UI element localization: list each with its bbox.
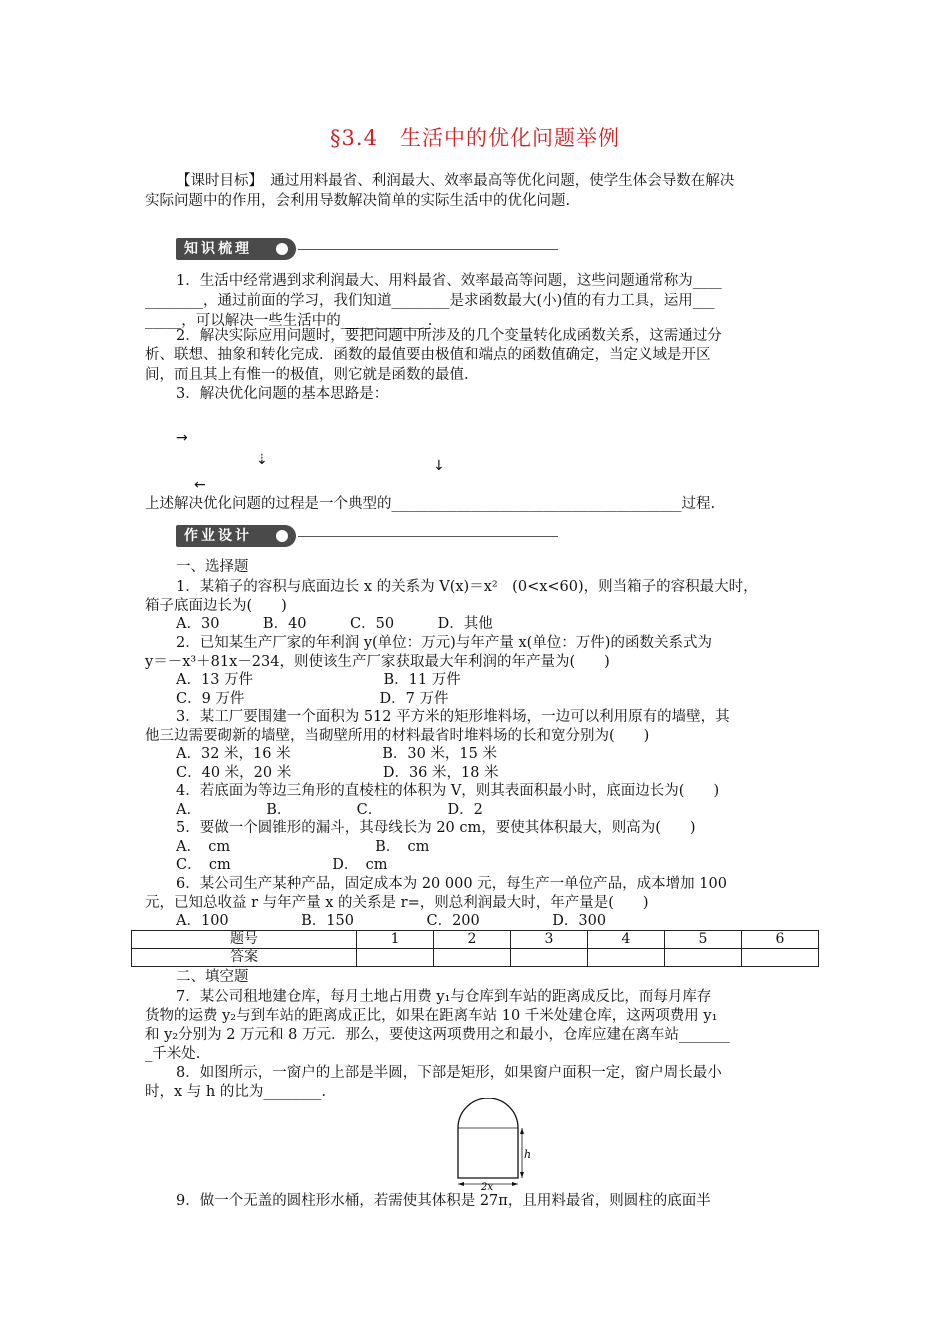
homework-line: C．9 万件 D．7 万件 [176, 691, 449, 707]
homework-line: 2．已知某生产厂家的年利润 y(单位：万元)与年产量 x(单位：万件)的函数关系式为 [176, 635, 712, 651]
table-cell: 2 [434, 931, 511, 949]
page-title: §3.4 生活中的优化问题举例 [330, 126, 620, 150]
bullet-dot [276, 530, 288, 542]
goal-line-2: 实际问题中的作用，会利用导数解决简单的实际生活中的优化问题. [145, 193, 571, 209]
window-outline [458, 1098, 518, 1178]
answer-cell[interactable] [587, 949, 664, 967]
x-arrow-right [512, 1182, 518, 1186]
goal-line-1: 【课时目标】 通过用料最省、利润最大、效率最高等优化问题，使学生体会导数在解决 [176, 173, 735, 189]
answer-cell[interactable] [434, 949, 511, 967]
answer-cell[interactable] [664, 949, 741, 967]
homework-line: 5．要做一个圆锥形的漏斗，其母线长为 20 cm，要使其体积最大，则高为( ) [176, 820, 696, 836]
homework-line: A． B． C． D．2 [176, 802, 483, 818]
homework-line: 4．若底面为等边三角形的直棱柱的体积为 V，则其表面积最小时，底面边长为( ) [176, 783, 720, 799]
knowledge-line: 3．解决优化问题的基本思路是： [176, 386, 389, 402]
homework-line: y＝－x³＋81x－234，则使该生产厂家获取最大年利润的年产量为( ) [145, 654, 610, 670]
window-figure [448, 1098, 538, 1190]
homework-line: A．100 B．150 C．200 D．300 [176, 913, 607, 929]
answer-cell[interactable] [511, 949, 588, 967]
homework-line: C．40 米，20 米 D．36 米，18 米 [176, 765, 499, 781]
knowledge-line: ________，通过前面的学习，我们知道________是求函数最大(小)值的有力工具，运用___ [145, 293, 715, 309]
section-label: 作业设计 [176, 525, 296, 547]
fill-line: 货物的运费 y₂与到车站的距离成正比，如果在距离车站 10 千米处建仓库，这两项费用 y₁ [145, 1008, 718, 1024]
table-row [132, 949, 819, 967]
dashed-down-arrow-icon: ⇣ [256, 452, 268, 468]
down-arrow-icon: ↓ [433, 458, 445, 474]
h-label: h [524, 1148, 532, 1161]
homework-line: 他三边需要砌新的墙壁，当砌壁所用的材料最省时堆料场的长和宽分别为( ) [145, 728, 650, 744]
knowledge-line: _____，可以解决一些生活中的____________. [145, 313, 433, 329]
fill-line: 7．某公司租地建仓库，每月土地占用费 y₁与仓库到车站的距离成反比，而每月库存 [176, 989, 712, 1005]
homework-line: A． cm B． cm [176, 839, 430, 855]
x-arrow-left [458, 1182, 464, 1186]
homework-line: A．32 米，16 米 B．30 米，15 米 [176, 746, 497, 762]
table-cell: 3 [511, 931, 588, 949]
2x-label: 2x [481, 1182, 494, 1190]
answer-cell[interactable] [741, 949, 818, 967]
left-arrow-icon: ← [194, 477, 206, 493]
homework-line: A．30 B．40 C．50 D．其他 [176, 616, 493, 632]
homework-line: 箱子底面边长为( ) [145, 598, 287, 614]
h-arrow-bottom [520, 1172, 524, 1178]
knowledge-line: 间，而且其上有惟一的极值，则它就是函数的最值. [145, 367, 469, 383]
knowledge-line: 1．生活中经常遇到求利润最大、用料最省、效率最高等问题，这些问题通常称为____ [176, 273, 722, 289]
homework-line: 1．某箱子的容积与底面边长 x 的关系为 V(x)＝x² (0<x<60)，则当箱子的容积最大时， [176, 579, 758, 595]
bullet-dot [276, 243, 288, 255]
process-line: 上述解决优化问题的过程是一个典型的________________________________________过程. [145, 496, 716, 512]
fill-line: 9．做一个无盖的圆柱形水桶，若需使其体积是 27π，且用料最省，则圆柱的底面半 [176, 1193, 711, 1209]
divider [298, 249, 558, 250]
divider [298, 536, 558, 537]
table-cell: 题号 [132, 931, 357, 949]
homework-line: 3．某工厂要围建一个面积为 512 平方米的矩形堆料场，一边可以利用原有的墙壁，其 [176, 709, 730, 725]
right-arrow-icon: → [176, 430, 188, 446]
homework-line: A．13 万件 B．11 万件 [176, 672, 461, 688]
table-row [132, 931, 819, 949]
answer-cell[interactable] [357, 949, 434, 967]
table-cell: 6 [741, 931, 818, 949]
knowledge-line: 析、联想、抽象和转化完成．函数的最值要由极值和端点的函数值确定，当定义域是开区 [145, 347, 711, 363]
knowledge-line: 2．解决实际应用问题时，要把问题中所涉及的几个变量转化成函数关系，这需通过分 [176, 328, 722, 344]
fill-line: 和 y₂分别为 2 万元和 8 万元．那么，要使这两项费用之和最小，仓库应建在离车站_______ [145, 1027, 730, 1043]
fill-line: 8．如图所示，一窗户的上部是半圆，下部是矩形，如果窗户面积一定，窗户周长最小 [176, 1065, 722, 1081]
homework-line: C． cm D． cm [176, 857, 388, 873]
section-label: 知识梳理 [176, 238, 296, 260]
fill-line: 二、填空题 [176, 969, 249, 985]
homework-line: 元，已知总收益 r 与年产量 x 的关系是 r=，则总利润最大时，年产量是( ) [145, 895, 649, 911]
answer-table [131, 930, 819, 967]
table-cell: 5 [664, 931, 741, 949]
table-cell: 答案 [132, 949, 357, 967]
h-arrow-top [520, 1128, 524, 1134]
table-cell: 4 [587, 931, 664, 949]
fill-line: _千米处. [145, 1046, 201, 1062]
fill-line: 时，x 与 h 的比为________. [145, 1084, 326, 1100]
homework-line: 一、选择题 [176, 559, 249, 575]
table-cell: 1 [357, 931, 434, 949]
homework-line: 6．某公司生产某种产品，固定成本为 20 000 元，每生产一单位产品，成本增加 100 [176, 876, 727, 892]
